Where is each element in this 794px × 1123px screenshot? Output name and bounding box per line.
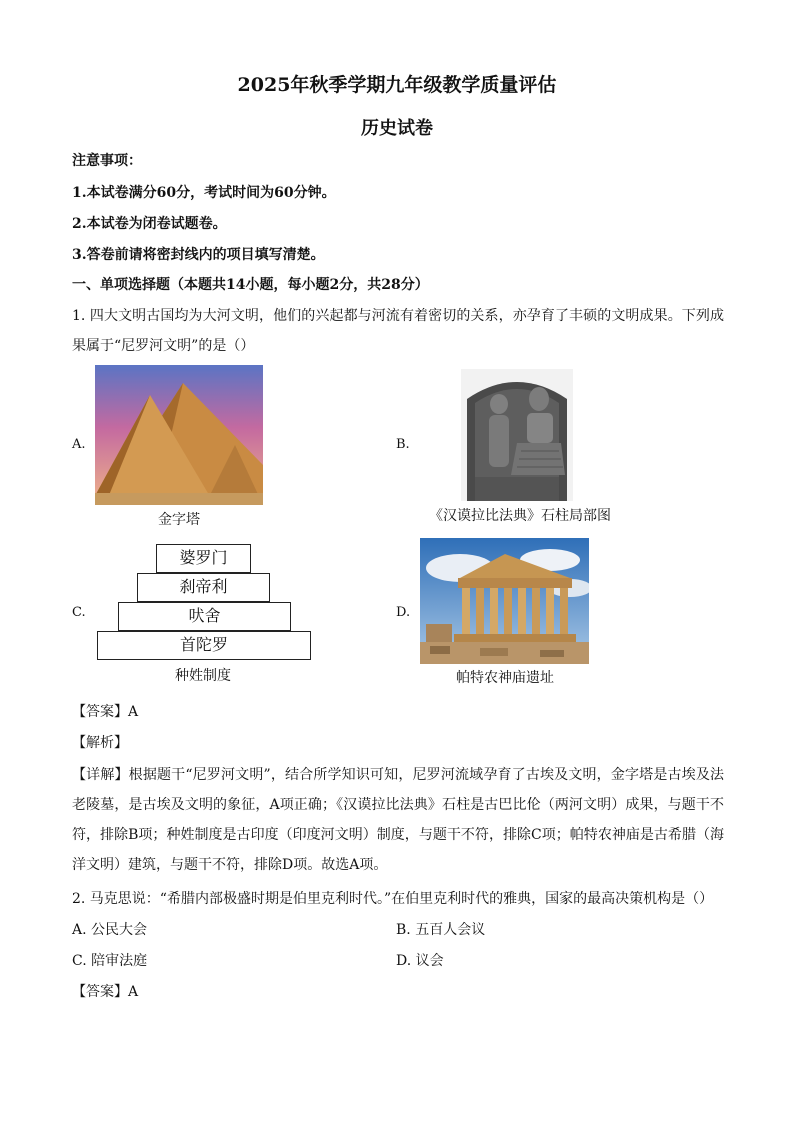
question-2-answer: 【答案】A — [72, 984, 139, 1000]
caste-shudra: 首陀罗 — [97, 631, 311, 660]
question-1-stem: 1. 四大文明古国均为大河文明，他们的兴起都与河流有着密切的关系，亦孕育了丰硕的文明成果。下列成果属于“尼罗河文明”的是（） — [72, 308, 724, 354]
option-a-label: A. — [72, 437, 86, 452]
question-2-option-a: A. 公民大会 — [72, 922, 148, 938]
note-item: 2.本试卷为闭卷试题卷。 — [72, 216, 227, 232]
option-c-caption: 种姓制度 — [175, 668, 231, 684]
option-b-caption: 《汉谟拉比法典》石柱局部图 — [429, 508, 611, 524]
parthenon-image — [420, 538, 589, 664]
note-item: 3.答卷前请将密封线内的项目填写清楚。 — [72, 247, 325, 263]
option-d-label: D. — [396, 605, 411, 620]
exam-subtitle: 历史试卷 — [361, 118, 433, 139]
exam-title: 2025年秋季学期九年级教学质量评估 — [237, 74, 557, 96]
option-c-label: C. — [72, 605, 86, 620]
section-title: 一、单项选择题（本题共14小题，每小题2分，共28分） — [72, 277, 429, 293]
note-item: 1.本试卷满分60分，考试时间为60分钟。 — [72, 185, 336, 201]
pyramids-image — [95, 365, 263, 505]
question-2-stem: 2. 马克思说：“希腊内部极盛时期是伯里克利时代。”在伯里克利时代的雅典，国家的最高决策机构是（） — [72, 891, 714, 907]
question-2-option-c: C. 陪审法庭 — [72, 953, 148, 969]
caste-vaishya: 吠舍 — [118, 602, 291, 631]
question-1-detail: 【详解】根据题干“尼罗河文明”，结合所学知识可知，尼罗河流域孕育了古埃及文明，金字塔是古埃及法老陵墓，是古埃及文明的象征，A项正确；《汉谟拉比法典》石柱是古巴比伦（两河文明）成果，与题干不符，排除B项；种姓制度是古印度（印度河文明）制度，与题干不符，排除C项；帕特农神庙是古希腊（海洋文明）建筑，与题干不符，排除D项。故选A项。 — [72, 767, 724, 873]
code-of-hammurabi-image — [461, 369, 573, 501]
question-2-option-d: D. 议会 — [396, 953, 444, 969]
question-2-option-b: B. 五百人会议 — [396, 922, 486, 938]
option-a-caption: 金字塔 — [158, 512, 200, 528]
question-1-analysis-label: 【解析】 — [72, 735, 128, 751]
caste-kshatriya: 刹帝利 — [137, 573, 270, 602]
notes-heading: 注意事项： — [72, 153, 142, 169]
option-d-caption: 帕特农神庙遗址 — [456, 670, 554, 686]
caste-brahmin: 婆罗门 — [156, 544, 251, 573]
option-b-label: B. — [396, 437, 410, 452]
question-1-answer: 【答案】A — [72, 704, 139, 720]
